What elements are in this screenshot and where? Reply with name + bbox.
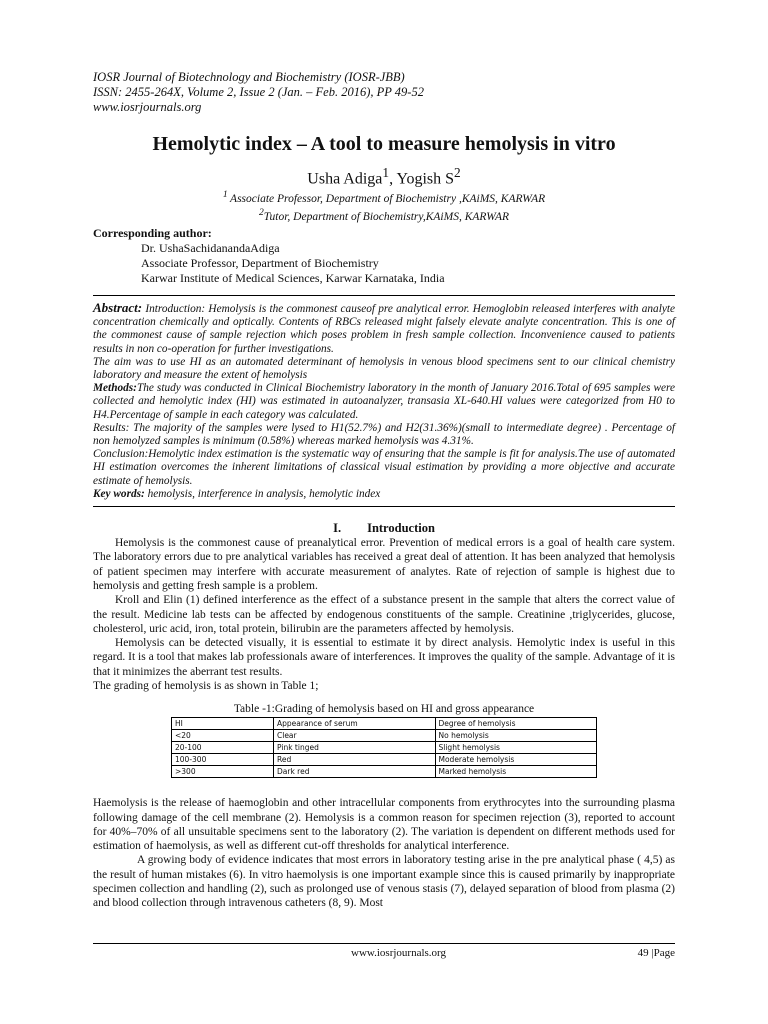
corresponding-line: Karwar Institute of Medical Sciences, Karwar Karnataka, India — [141, 270, 445, 285]
page-footer — [93, 943, 675, 959]
table-cell: Marked hemolysis — [435, 766, 597, 778]
table-cell: Moderate hemolysis — [435, 754, 597, 766]
table-row — [172, 754, 597, 766]
table-cell: 20-100 — [172, 742, 274, 754]
table-cell: >300 — [172, 766, 274, 778]
table-caption: Table -1:Grading of hemolysis based on HI and gross appearance — [233, 703, 535, 716]
abstract-label: Abstract: — [93, 299, 143, 315]
table-header-cell: Appearance of serum — [274, 718, 436, 730]
corresponding-line: Associate Professor, Department of Biochemistry — [141, 255, 379, 270]
table-header-cell: HI — [172, 718, 274, 730]
intro-paragraph-4: The grading of hemolysis is as shown in Table 1; — [93, 680, 319, 692]
table-cell: Clear — [274, 730, 436, 742]
affiliation-2-sup: 2 — [258, 207, 264, 219]
affiliation-1-text: Associate Professor, Department of Biochemistry ,KAiMS, KARWAR — [230, 193, 546, 206]
affiliation-2-text: Tutor, Department of Biochemistry,KAiMS, KARWAR — [263, 210, 510, 223]
table-cell: Slight hemolysis — [435, 742, 597, 754]
abstract-methods: The study was conducted in Clinical Biochemistry laboratory in the month of January 2016.Total of 695 samples were collected and hemolytic index (HI) was estimated in autoanalyzer, transasia XL-640.HI values were categorized from H0 to H4.Percentage of sample in each category was calculated. — [93, 382, 675, 421]
section-number: I. — [333, 521, 342, 536]
table-header-cell: Degree of hemolysis — [435, 718, 597, 730]
author-2: Yogish S — [396, 170, 455, 188]
abstract-box — [93, 295, 675, 507]
author-separator: , — [389, 170, 397, 188]
table-cell: No hemolysis — [435, 730, 597, 742]
author-2-sup: 2 — [454, 165, 461, 180]
author-1: Usha Adiga — [307, 170, 383, 188]
intro-paragraph-2: Kroll and Elin (1) defined interference as the effect of a substance present in the sample that alters the correct value of the result. Medicine lab tests can be affected by endogenous constituents of the sample. Creatinine ,triglycerides, glucose, cholesterol, uric acid, iron, total protein, bilirubin are the parameters affected by hemolysis. — [93, 594, 675, 635]
corresponding-block — [93, 241, 675, 286]
abstract-intro: Introduction: Hemolysis is the commonest causeof pre analytical error. Hemoglobin released interferes with analyte concentration chemically and optically. Contents of RBCs released might falsely elevate analyte concentration. This is one of the commonest cause of sample rejection which poses problem in fresh sample collection. Inconvenience caused to patients results in non co-operation for further investigations. — [93, 302, 675, 355]
journal-header — [93, 70, 675, 115]
journal-issn: ISSN: 2455-264X, Volume 2, Issue 2 (Jan. – Feb. 2016), PP 49-52 — [93, 85, 424, 99]
table-row — [172, 766, 597, 778]
body-paragraph-2: A growing body of evidence indicates that most errors in laboratory testing arise in the pre analytical phase ( 4,5) as the result of human mistakes (6). In vitro haemolysis is one important example since this is caused primarily by inappropriate specimen collection and handling (2), such as prolonged use of venous stasis (7), delayed separation of blood from plasma (2) and blood collection through intravenous catheters (8, 9). Most — [93, 854, 675, 910]
footer-url[interactable]: www.iosrjournals.org — [351, 947, 447, 959]
table-row — [172, 730, 597, 742]
table-header-row — [172, 718, 597, 730]
section-title: Introduction — [367, 521, 435, 536]
paper-title: Hemolytic index – A tool to measure hemolysis in vitro — [152, 133, 616, 155]
hemolysis-grading-table — [171, 717, 597, 778]
intro-paragraph-3: Hemolysis can be detected visually, it is essential to estimate it by direct analysis. Hemolytic index is useful in this regard. It is a tool that makes lab professionals aware of interferences. It improves the quality of the sample. Advantage of it is that it minimizes the aberrant test results. — [93, 637, 675, 678]
abstract-conclusion: Conclusion:Hemolytic index estimation is the systematic way of ensuring that the sample is fit for analysis.The use of automated HI estimation overcomes the inherent limitations of classical visual estimation by providing a more objective and accurate estimate of hemolysis. — [93, 448, 675, 487]
page-number: 49 |Page — [637, 947, 675, 959]
journal-name: IOSR Journal of Biotechnology and Biochemistry (IOSR-JBB) — [93, 70, 405, 84]
abstract-aim: The aim was to use HI as an automated determinant of hemolysis in venous blood specimens sent to our clinical chemistry laboratory and measure the extent of hemolysis — [93, 355, 675, 381]
affiliation-1 — [93, 188, 675, 206]
affiliation-1-sup: 1 — [222, 189, 231, 201]
table-row — [172, 742, 597, 754]
journal-site[interactable]: www.iosrjournals.org — [93, 100, 202, 114]
table-cell: Pink tinged — [274, 742, 436, 754]
abstract-results: Results: The majority of the samples were lysed to H1(52.7%) and H2(31.36%)(small to intermediate degree) . Percentage of non hemolyzed samples is minimum (0.58%) whereas marked hemolysis was 4.31%. — [93, 421, 675, 448]
section-heading-introduction — [93, 521, 675, 536]
author-list — [93, 165, 675, 188]
table-cell: Red — [274, 754, 436, 766]
intro-paragraph-1: Hemolysis is the commonest cause of preanalytical error. Prevention of medical errors is a goal of health care system. The laboratory errors due to pre analytical variables has received a great deal of attention. It has been analyzed that hemolysis of patient specimen may interfere with accurate measurement of analytes. Rate of rejection of sample is highest due to hemolysis and getting fresh sample is a problem. — [93, 537, 675, 592]
body-paragraph-1: Haemolysis is the release of haemoglobin and other intracellular components from erythrocytes into the surrounding plasma following damage of the cell membrane (2). Hemolysis is a common reason for specimen rejection (3), reported to account for 40%–70% of all unsuitable specimens sent to the laboratory (2). The variation is dependent on different methods used for estimation of haemolysis, as well as different cut-off thresholds for analytical interference. — [93, 797, 675, 853]
keywords: hemolysis, interference in analysis, hemolytic index — [144, 487, 381, 500]
table-cell: <20 — [172, 730, 274, 742]
corresponding-label: Corresponding author: — [93, 225, 212, 240]
corresponding-line: Dr. UshaSachidanandaAdiga — [141, 240, 280, 255]
author-1-sup: 1 — [382, 165, 390, 180]
page-content — [93, 70, 675, 911]
table-cell: 100-300 — [172, 754, 274, 766]
keywords-label: Key words: — [93, 487, 145, 500]
abstract-methods-label: Methods: — [93, 382, 137, 395]
table-cell: Dark red — [274, 766, 436, 778]
affiliation-2 — [93, 206, 675, 224]
